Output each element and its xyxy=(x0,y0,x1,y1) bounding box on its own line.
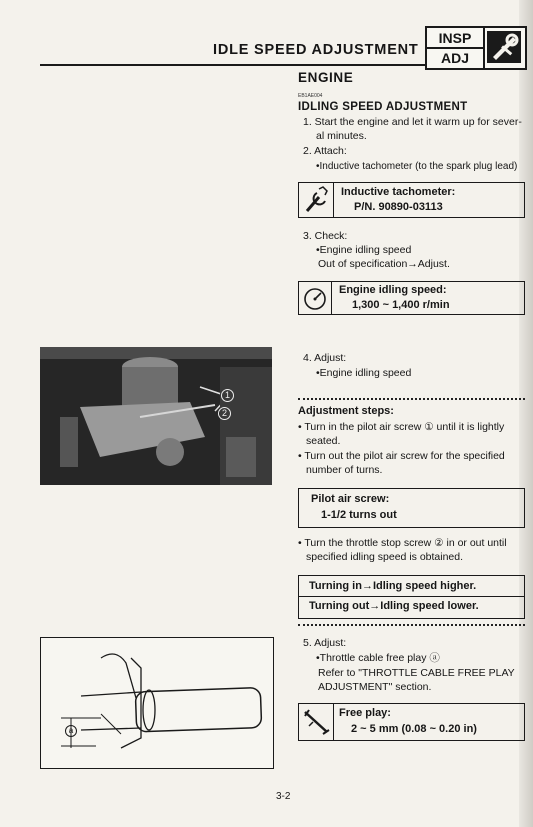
section-subtitle: IDLING SPEED ADJUSTMENT xyxy=(298,101,468,113)
dotted-rule-top xyxy=(298,398,525,400)
turning-table-divider xyxy=(299,596,524,597)
drawing-callout-a: a xyxy=(65,725,77,737)
step1-line2: al minutes. xyxy=(316,130,367,142)
carburetor-photo xyxy=(40,347,272,485)
step2-title: 2. Attach: xyxy=(303,145,347,157)
badge-top-label: INSP xyxy=(438,30,472,46)
idle-spec-value: 1,300 ~ 1,400 r/min xyxy=(352,299,450,311)
step5-ref-line1: Refer to "THROTTLE CABLE FREE PLAY xyxy=(318,667,515,679)
tool-box xyxy=(298,182,525,218)
adjust-bullet1-line1: • Turn in the pilot air screw ① until it is lightly xyxy=(298,421,505,433)
wrench-icon xyxy=(299,183,334,217)
page-header-title: IDLE SPEED ADJUSTMENT xyxy=(213,42,419,58)
dotted-rule-bottom xyxy=(298,624,525,626)
pilot-screw-label: Pilot air screw: xyxy=(311,493,390,505)
adjust-bullet2-line1: • Turn out the pilot air screw for the specified xyxy=(298,450,505,462)
step1-line1: 1. Start the engine and let it warm up for sever- xyxy=(303,116,522,128)
section-code: EB1AE004 xyxy=(298,93,323,99)
tool-part-number: P/N. 90890-03113 xyxy=(354,201,443,213)
badge-vertical-divider xyxy=(483,28,485,68)
pilot-screw-value: 1-1/2 turns out xyxy=(321,509,397,521)
turning-table-row1: Turning in→Idling speed higher. xyxy=(309,580,477,592)
adjust-bullet3-line2: specified idling speed is obtained. xyxy=(306,551,464,563)
photo-callout-2: 2 xyxy=(218,407,231,420)
step3-note: Out of specification→Adjust. xyxy=(318,258,450,270)
adjust-bullet3-line1: • Turn the throttle stop screw ② in or out until xyxy=(298,537,507,549)
step2-item: •Inductive tachometer (to the spark plug lead) xyxy=(316,161,518,172)
step5-title: 5. Adjust: xyxy=(303,637,347,649)
insp-adj-badge xyxy=(425,26,527,70)
free-play-value: 2 ~ 5 mm (0.08 ~ 0.20 in) xyxy=(351,723,477,735)
tool-name: Inductive tachometer: xyxy=(341,186,456,198)
step5-item: •Throttle cable free play ⓐ xyxy=(316,652,440,664)
badge-bottom-label: ADJ xyxy=(440,50,469,66)
turning-table xyxy=(298,575,525,619)
idle-spec-label: Engine idling speed: xyxy=(339,284,447,296)
adjust-bullet2-line2: number of turns. xyxy=(306,464,383,476)
throttle-grip-drawing xyxy=(40,637,274,769)
turning-table-row2: Turning out→Idling speed lower. xyxy=(309,600,479,612)
adjustment-title: Adjustment steps: xyxy=(298,405,394,417)
header-rule xyxy=(40,64,425,66)
adjust-bullet1-line2: seated. xyxy=(306,435,341,447)
page-number: 3-2 xyxy=(276,791,291,802)
free-play-box xyxy=(298,703,525,741)
step4-item: •Engine idling speed xyxy=(316,367,412,379)
pilot-screw-box xyxy=(298,488,525,528)
step3-item: •Engine idling speed xyxy=(316,244,412,256)
idle-spec-box xyxy=(298,281,525,315)
caliper-icon xyxy=(299,704,334,740)
step5-ref-line2: ADJUSTMENT" section. xyxy=(318,681,432,693)
free-play-label: Free play: xyxy=(339,707,391,719)
photo-callout-1: 1 xyxy=(221,389,234,402)
step3-title: 3. Check: xyxy=(303,230,348,242)
step4-title: 4. Adjust: xyxy=(303,352,347,364)
wrench-screwdriver-icon xyxy=(487,31,521,63)
tachometer-icon xyxy=(299,282,332,314)
section-title: ENGINE xyxy=(298,70,354,85)
